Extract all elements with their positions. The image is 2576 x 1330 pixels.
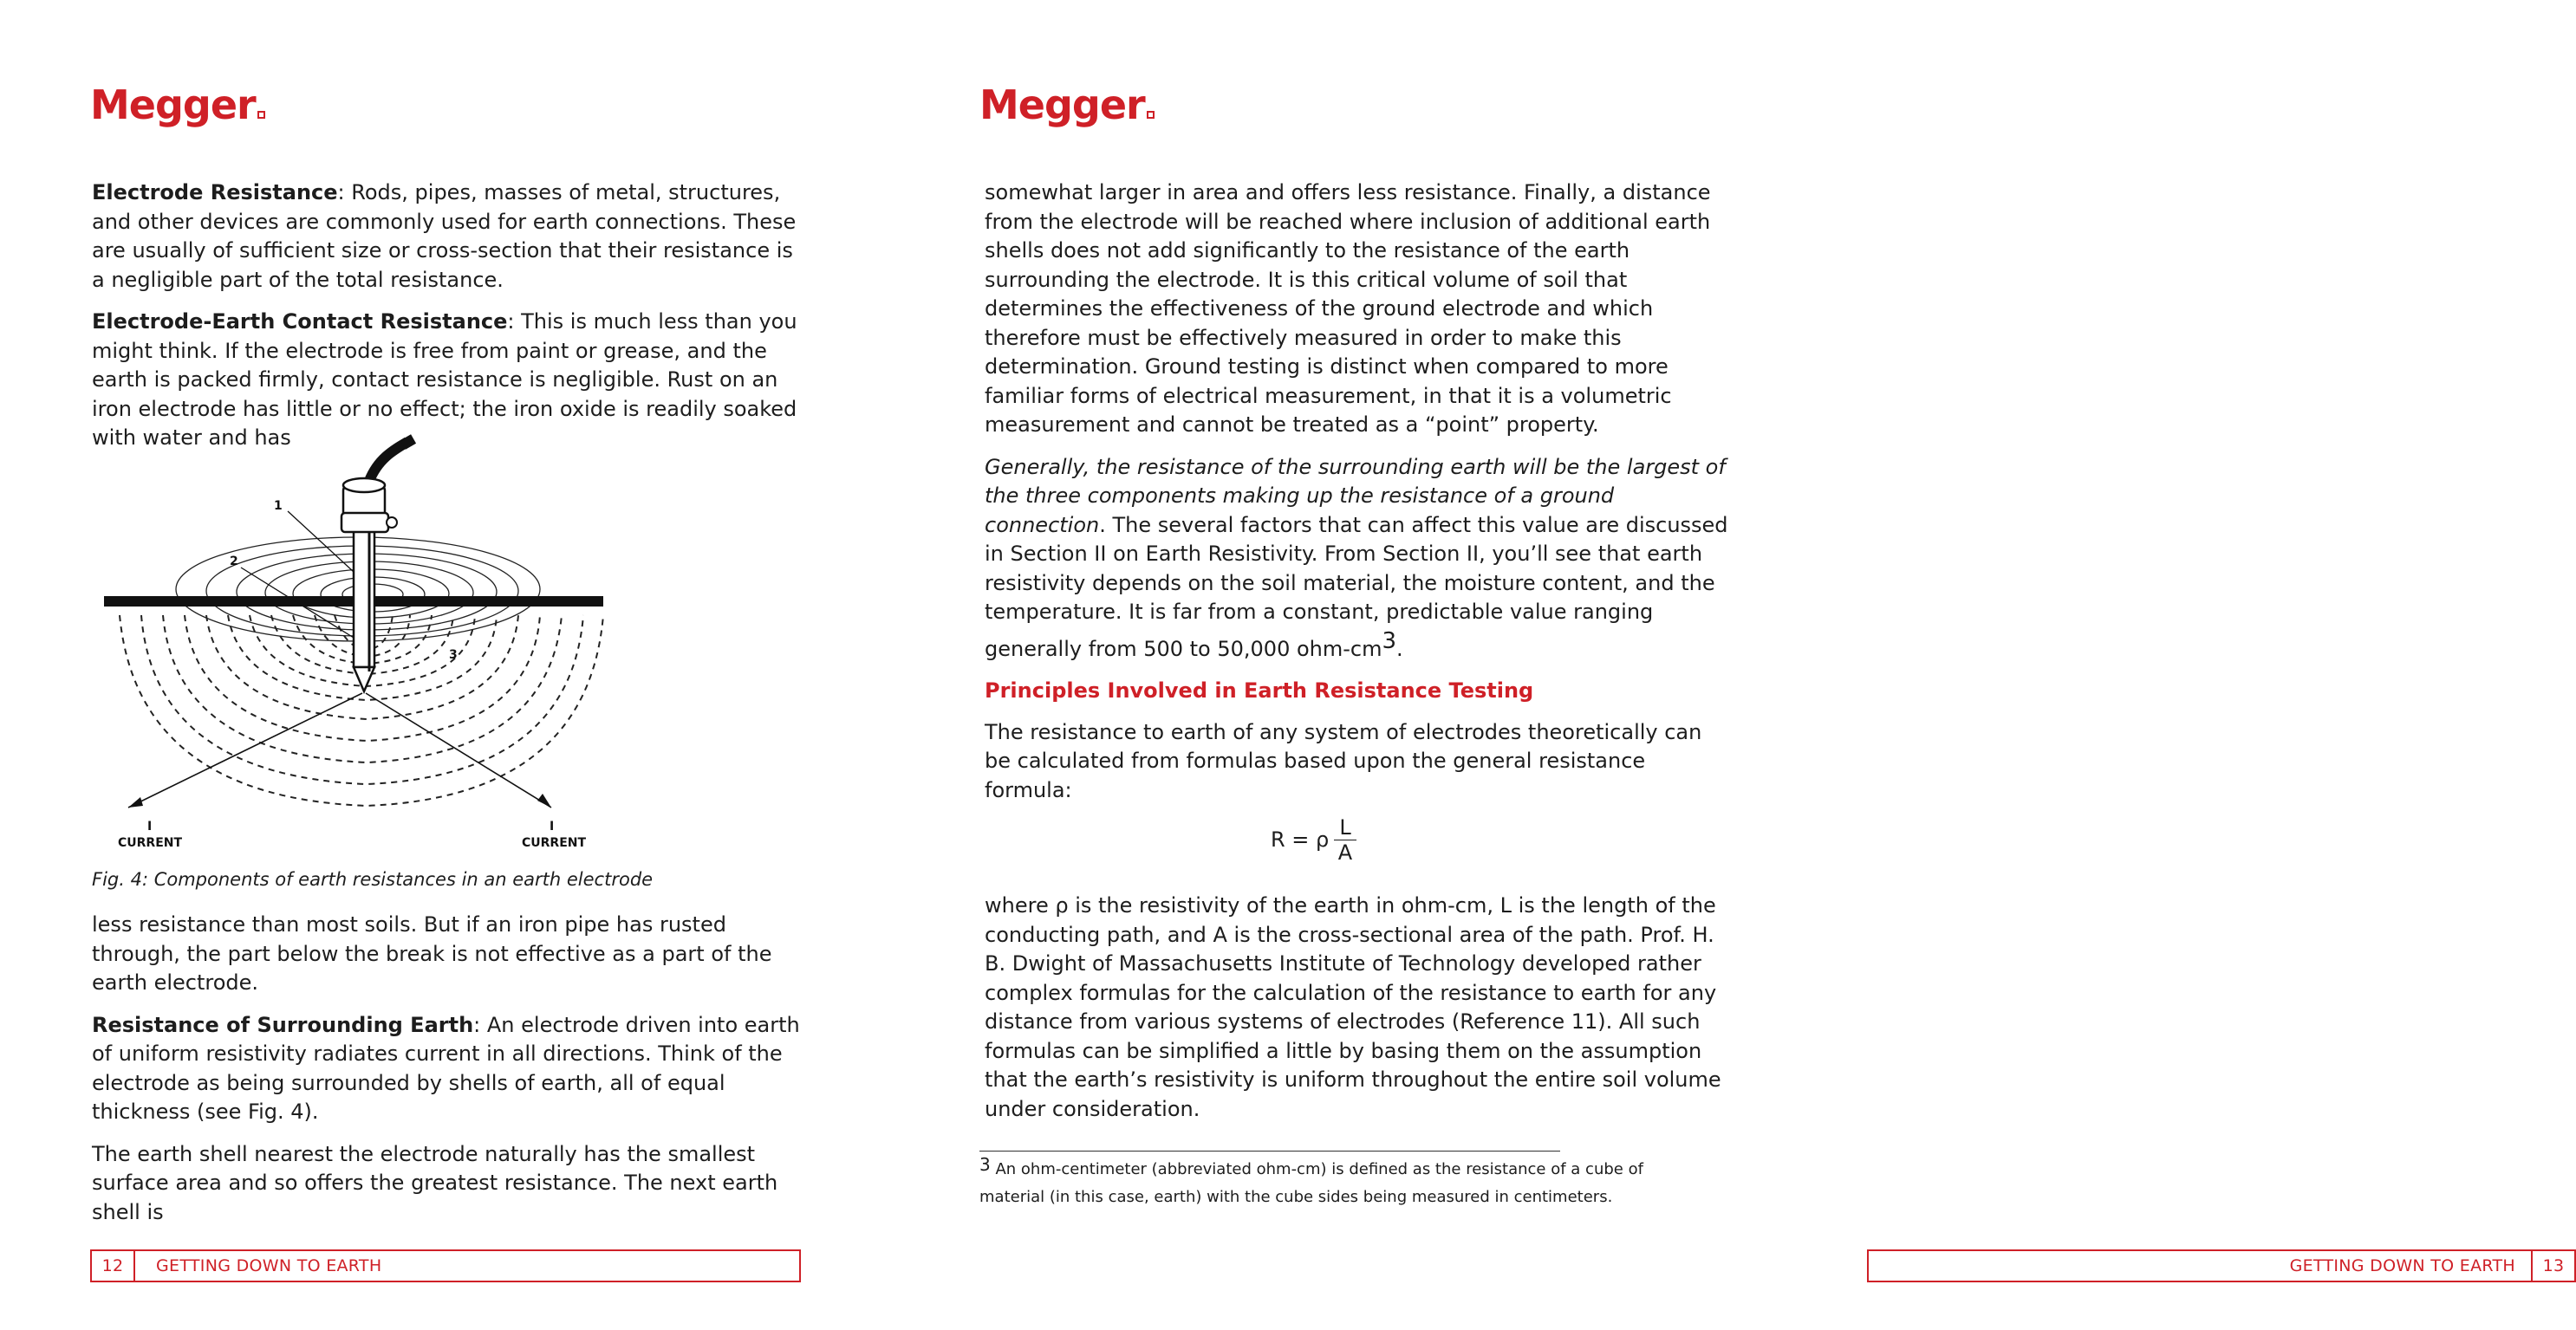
- fig-label-i-right: I: [550, 820, 555, 834]
- paragraph-earth-shell: The earth shell nearest the electrode naturally has the smallest surface area and so offers the greatest resistance. The next earth shell is: [92, 1141, 778, 1224]
- left-text-top: [92, 178, 811, 466]
- right-text: [985, 178, 1730, 1137]
- paragraph-contact-resistance: Electrode-Earth Contact Resistance: This is much less than you might think. If the electrode is free from paint or grease, and the earth is packed firmly, contact resistance is negligible. Rust on an iron electrode has little or no effect; the iron oxide is readily soaked with water and has: [92, 309, 797, 450]
- paragraph-formula-explanation: where ρ is the resistivity of the earth in ohm-cm, L is the length of the conducting path, and A is the cross-sectional area of the path. Prof. H. B. Dwight of Massachusetts Institute of Technology developed rather complex formulas for the calculation of the resistance to earth for any distance from various systems of electrodes (Reference 11). All such formulas can be simplified a little by basing them on the assumption that the earth’s resistivity is uniform throughout the entire soil volume under consideration.: [985, 893, 1721, 1121]
- paragraph-surrounding-earth: Resistance of Surrounding Earth: An electrode driven into earth of uniform resistivity radiates current in all directions. Think of the electrode as being surrounded by shells of earth, all of equal thickness (see Fig. 4).: [92, 1012, 800, 1124]
- paragraph-resistance-formula-intro: The resistance to earth of any system of electrodes theoretically can be calculated from formulas based upon the general resistance formula:: [985, 719, 1702, 802]
- footer-left: [90, 1249, 801, 1282]
- formula-denominator: A: [1337, 840, 1353, 865]
- fig-label-i-left: I: [147, 820, 153, 834]
- paragraph-surrounding-earth-largest: Generally, the resistance of the surrounding earth will be the largest of the three components making up the resistance of a ground connection. The several factors that can affect this value are discussed in Section II on Earth Resistivity. From Section II, you’ll see that earth resistivity depends on the soil material, the moisture content, and the temperature. It is far from a constant, predictable value ranging generally from 500 to 50,000 ohm-$cm^3$.: [985, 454, 1728, 661]
- fig-label-3: 3: [449, 648, 458, 662]
- figure-caption: Fig. 4: Components of earth resistances in an earth electrode: [92, 869, 654, 890]
- figure-earth-electrode: [102, 433, 605, 849]
- fig-label-1: 1: [274, 499, 283, 513]
- footer-right: [1867, 1249, 2576, 1282]
- resistance-formula: [985, 815, 1730, 867]
- right-page: [888, 0, 2565, 1330]
- formula-lhs: R = ρ: [1271, 827, 1330, 852]
- paragraph-critical-volume: somewhat larger in area and offers less resistance. Finally, a distance from the electrode will be reached where inclusion of additional earth shells does not add significantly to the resistance of the earth surrounding the electrode. It is this critical volume of soil that determines the effectiveness of the ground electrode and which therefore must be effectively measured in order to make this determination. Ground testing is distinct when compared to more familiar forms of electrical measurement, in that it is a volumetric measurement and cannot be treated as a “point” property.: [985, 180, 1711, 437]
- page-number: 13: [2531, 1251, 2574, 1281]
- logo-dot-icon: [1147, 111, 1155, 119]
- footnote-marker: 3: [979, 1154, 991, 1175]
- left-page: [0, 0, 888, 1330]
- section-title: Principles Involved in Earth Resistance Testing: [985, 678, 1534, 703]
- logo-dot-icon: [257, 111, 265, 119]
- fig-label-current-right: CURRENT: [522, 836, 587, 850]
- footer-title: GETTING DOWN TO EARTH: [2289, 1256, 2515, 1275]
- page-number: 12: [92, 1251, 135, 1281]
- formula-fraction: [1334, 815, 1356, 865]
- footnote: $^3$ An ohm-centimeter (abbreviated ohm-cm) is defined as the resistance of a cube of material (in this case, earth) with the cube sides being measured in centimeters.: [979, 1154, 1643, 1206]
- earth-electrode-diagram: [102, 433, 605, 849]
- megger-logo: Megger: [90, 81, 265, 128]
- megger-logo: Megger: [979, 81, 1155, 128]
- footnote-divider: [979, 1151, 1560, 1152]
- left-text-bottom: [92, 911, 811, 1240]
- fig-label-2: 2: [230, 555, 238, 568]
- fig-label-current-left: CURRENT: [118, 836, 183, 850]
- paragraph-electrode-resistance: Electrode Resistance: Rods, pipes, masses of metal, structures, and other devices are commonly used for earth connections. These are usually of sufficient size or cross-section that their resistance is a negligible part of the total resistance.: [92, 180, 797, 292]
- formula-numerator: L: [1334, 815, 1356, 840]
- footer-title: GETTING DOWN TO EARTH: [156, 1256, 382, 1275]
- paragraph-rusted-pipe: less resistance than most soils. But if an iron pipe has rusted through, the part below the break is not effective as a part of the earth electrode.: [92, 912, 772, 995]
